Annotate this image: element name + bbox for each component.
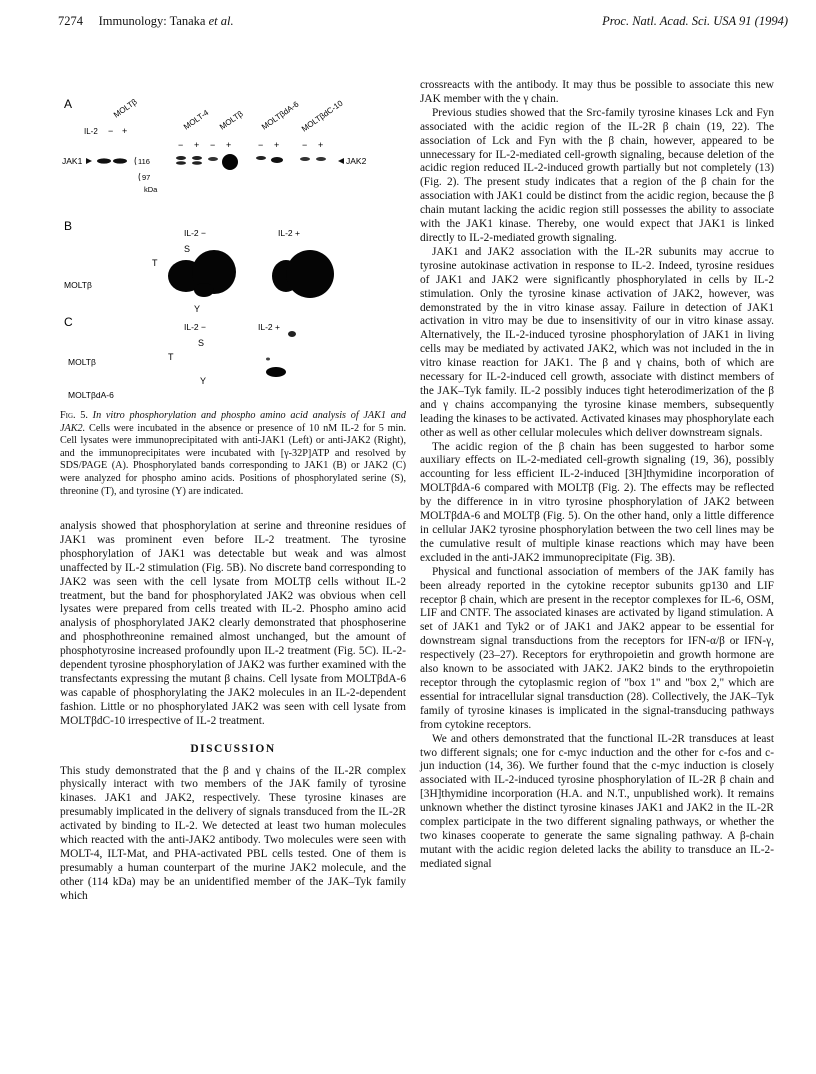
marker-116: 116 bbox=[138, 157, 150, 166]
jak2-label: JAK2 bbox=[346, 156, 367, 166]
jak2-band-6 bbox=[271, 157, 283, 163]
panel-b-cell: MOLTβ bbox=[64, 280, 92, 290]
panel-a-letter: A bbox=[64, 97, 73, 111]
sign-3: − bbox=[178, 140, 184, 150]
panel-b-y: Y bbox=[194, 304, 201, 314]
left-paragraph-2: This study demonstrated that the β and γ chains of the IL-2R complex physically interact with two members of the JAK family of tyrosine kinases. JAK1 and JAK2, respectively. These tyrosine kinases are presumably implicated in the delivery of signals transduced from the IL-2R activated by binding to IL-2. We detected at least two human molecules which reacted with the anti-JAK2 antibody. Two molecules were seen with MOLT-4, ILT-Mat, and PHA-activated PBL cells tested. One of them is presumably a human counterpart of the murine JAK2 molecule, and the other (114 kDa) may be an unidentified member of the JAK–Tyk family which bbox=[60, 764, 406, 902]
panel-c-spot-y bbox=[266, 367, 286, 377]
panel-c-y: Y bbox=[200, 376, 207, 386]
caption-title: In vitro phosphorylation and phospho amino acid analysis of JAK1 and JAK2. bbox=[60, 410, 406, 434]
right-paragraph-1: crossreacts with the antibody. It may thus be possible to associate this new JAK member with the γ chain. bbox=[420, 79, 774, 105]
header-section: Immunology: Tanaka bbox=[98, 14, 206, 28]
figure-5 bbox=[58, 80, 406, 402]
jak2-band-7 bbox=[300, 157, 310, 161]
jak1-band-2 bbox=[113, 158, 127, 163]
figure-caption bbox=[60, 410, 406, 498]
sign-1: − bbox=[108, 126, 114, 136]
marker-97: 97 bbox=[142, 173, 151, 182]
right-column bbox=[420, 79, 774, 872]
panel-b-t: T bbox=[152, 258, 158, 268]
jak2-band-8 bbox=[316, 157, 326, 161]
sign-2: + bbox=[122, 126, 128, 136]
jak2-band-2b bbox=[192, 161, 202, 165]
panel-c-il2-minus: IL-2 − bbox=[184, 322, 206, 332]
il2-label-a: IL-2 bbox=[84, 127, 98, 136]
panel-b-spots-plus bbox=[272, 250, 334, 298]
lane-label-molt4: MOLT-4 bbox=[181, 108, 211, 132]
sign-10: + bbox=[318, 140, 324, 150]
right-paragraph-6: We and others demonstrated that the functional IL-2R transduces at least two different signals; one for c-myc induction and the other for c-fos and c-jun induction (14, 36). We further found that the c-myc induction is closely associated with IL-2-induced tyrosine phosphorylation of IL-2R β chain and [3H]thymidine incorporation (H.A. and N.T., unpublished work). It remains unknown whether the distinct tyrosine kinases JAK1 and JAK2 in the IL-2R complex participate in the two different signaling pathways, or whether the two kinases cooperate to generate the same signaling pathway. A β-chain mutant with the acidic region deleted lacks the ability to transduce an IL-2-mediated signal bbox=[420, 732, 774, 870]
panel-b-s: S bbox=[184, 244, 191, 254]
sign-9: − bbox=[302, 140, 308, 150]
panel-c-t: T bbox=[168, 352, 174, 362]
panel-c-cell1: MOLTβ bbox=[68, 357, 96, 367]
left-column bbox=[60, 520, 406, 904]
lane-label-moltb-1: MOLTβ bbox=[111, 97, 139, 120]
lane-label-moltb-2: MOLTβ bbox=[217, 109, 245, 132]
sign-7: − bbox=[258, 140, 264, 150]
left-paragraph-1: analysis showed that phosphorylation at serine and threonine residues of JAK1 was prominent even before IL-2 treatment. The tyrosine phosphorylation of JAK1 was detectable but weak and was almost unaffected by IL-2 stimulation (Fig. 5B). No discrete band corresponding to JAK2 was seen with the cell lysate from MOLTβ cells without IL-2 treatment, but the band for phosphorylated JAK2 was obvious when cell lysates were prepared from cells treated with IL-2. Phospho amino acid analysis of phosphorylated JAK2 clearly demonstrated that phosphoserine and phosphothreonine remained almost unchanged, but the amount of phosphotyrosine increased profoundly upon IL-2 treatment (Fig. 5C). IL-2-dependent tyrosine phosphorylation of JAK2 was further examined with the transfectants expressing the mutant β chains. Cell lysate from MOLTβdA-6 was capable of phosphorylating the JAK2 molecules in an IL-2-dependent fashion. Little or no phosphorylated JAK2 was seen with cell lysate from MOLTβdC-10 irrespective of IL-2 treatment. bbox=[60, 520, 406, 727]
panel-b-spots-minus bbox=[168, 250, 236, 297]
panel-c-il2-plus: IL-2 + bbox=[258, 322, 280, 332]
panel-c-cell2: MOLTβdA-6 bbox=[68, 390, 114, 400]
panel-c-letter: C bbox=[64, 315, 73, 329]
jak2-band-3 bbox=[208, 157, 218, 161]
sign-4: + bbox=[194, 140, 200, 150]
discussion-heading: DISCUSSION bbox=[190, 742, 276, 755]
jak2-band-1b bbox=[176, 161, 186, 165]
panel-c-spot-faint bbox=[266, 358, 270, 361]
panel-c-s: S bbox=[198, 338, 205, 348]
running-header bbox=[58, 14, 788, 30]
lane-label-moltbdc10: MOLTβdC-10 bbox=[299, 98, 345, 134]
jak1-arrow-icon bbox=[86, 158, 92, 164]
right-paragraph-5: Physical and functional association of members of the JAK family has been already reported in the cytokine receptor subunits gp130 and LIF receptor β chain, which are present in the receptor complexes for IL-6, OSM, LIF and CNTF. The associated kinases are activated by ligand stimulation. A set of JAK1 and Tyk2 or of JAK1 and JAK2 appear to be essential for downstream signal transductions from the receptors for IFN-α/β or IFN-γ, respectively (23–27). Receptors for erythropoietin and growth hormone are also known to be associated with JAK2. JAK2 binds to the erythropoietin receptor through the cytoplasmic region of "box 1" and "box 2," which are essential for intracellular signal transduction (28). Collectively, the JAK–Tyk family of tyrosine kinases is implicated in the signal-transducing pathways from cytokine receptors. bbox=[420, 565, 774, 731]
jak2-band-5 bbox=[256, 156, 266, 160]
right-paragraph-2: Previous studies showed that the Src-family tyrosine kinases Lck and Fyn associated with the acidic region of the IL-2R β chain (19, 22). The association of Lck and Fyn with the β chain, however, appeared to be unnecessary for IL-2-mediated cell-growth signaling, because deletion of the acidic region reduced IL-2-induced growth partially but not completely (13) (Fig. 2). The present study indicates that a region of the β chain for the association with JAK1 could be distinct from the acidic region, because the β chain mutant lacking the acidic region still possesses the ability to associate with the JAK1 kinase. Thereby, one would expect that JAK1 is linked directly to IL-2-mediated growth signaling. bbox=[420, 106, 774, 244]
panel-b-il2-plus: IL-2 + bbox=[278, 228, 300, 238]
jak2-band-2 bbox=[192, 156, 202, 160]
right-paragraph-4: The acidic region of the β chain has been suggested to harbor some auxiliary effects on IL-2-mediated cell-growth signaling (19, 36), possibly accounting for less efficient IL-2-induced [3H]thymidine incorporation of MOLTβdA-6 compared with MOLTβ (Fig. 2). The effects may be reflected by the difference in in vitro tyrosine phosphorylation of JAK2 between MOLTβdA-6 and MOLTβ (Fig. 5). On the other hand, only a little difference in cellular JAK2 tyrosine phosphorylation between the two cell lines may be the cumulative result of multiple kinase reactions which may have been excluded in the anti-JAK2 immunoprecipitate (Fig. 3B). bbox=[420, 440, 774, 564]
journal-citation: Proc. Natl. Acad. Sci. USA 91 (1994) bbox=[602, 14, 788, 28]
caption-label: Fig. 5. bbox=[60, 410, 88, 421]
kda-label: kDa bbox=[144, 185, 158, 194]
panel-b-il2-minus: IL-2 − bbox=[184, 228, 206, 238]
caption-body: Cells were incubated in the absence or presence of 10 nM IL-2 for 5 min. Cell lysates were immunoprecipitated with anti-JAK1 (Left) or anti-JAK2 (Right), and the immunoprecipitates were incubated with [γ-32P]ATP and resolved by SDS/PAGE (A). Phosphorylated bands corresponding to JAK1 (B) or JAK2 (C) were analyzed for phospho amino acids. Positions of phosphorylated serine (S), threonine (T), and tyrosine (Y) are indicated. bbox=[60, 422, 407, 497]
lane-label-moltbda6: MOLTβdA-6 bbox=[259, 99, 301, 132]
panel-c-spot-top bbox=[288, 331, 296, 337]
sign-6: + bbox=[226, 140, 232, 150]
header-et-al: et al. bbox=[208, 14, 234, 28]
panel-b-letter: B bbox=[64, 219, 73, 233]
jak1-label: JAK1 bbox=[62, 156, 83, 166]
right-paragraph-3: JAK1 and JAK2 association with the IL-2R subunits may accrue to tyrosine autokinase activation in response to IL-2. Indeed, tyrosine residues of JAK1 and JAK2 were significantly phosphorylated in cells by IL-2 stimulation. Only the tyrosine kinase activation of JAK2, however, was demonstrated by the in vitro kinase assay. Failure in detection of JAK1 activation in vitro may be due to insensitivity of our in vitro kinase assay. Alternatively, the IL-2-induced tyrosine phosphorylation of JAK1 in living cells may be mediated by activated JAK2, which was not included in the in vitro kinase reaction for JAK1. The β and γ chains, both of which are necessary for IL-2-induced cell growth, associate with distinct members of the JAK–Tyk family. IL-2 possibly induces tight heterodimerization of the β and γ chains accompanying the tyrosine kinase members, subsequently leading the kinases to be activated. Activated kinases may phosphorylate each other as well as other cellular molecules which deliver downstream signals. bbox=[420, 245, 774, 439]
jak2-band-1 bbox=[176, 156, 186, 160]
sign-5: − bbox=[210, 140, 216, 150]
page-number: 7274 bbox=[58, 14, 83, 28]
jak2-band-4 bbox=[222, 154, 238, 170]
jak2-arrow-icon bbox=[338, 158, 344, 164]
jak1-band-1 bbox=[97, 158, 111, 163]
sign-8: + bbox=[274, 140, 280, 150]
